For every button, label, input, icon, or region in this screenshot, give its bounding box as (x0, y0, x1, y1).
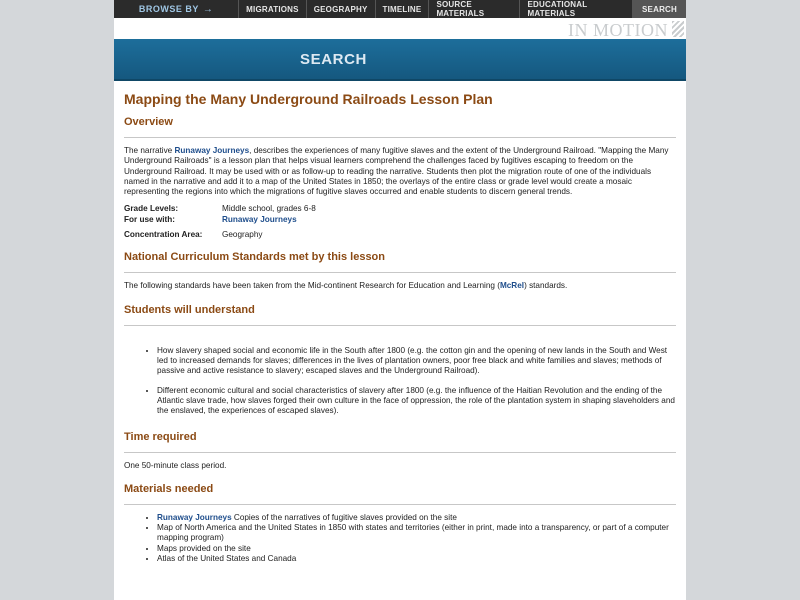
lesson-meta-table (124, 203, 316, 240)
concentration-area-value: Geography (222, 230, 263, 240)
standards-text-post: ) standards. (524, 281, 568, 291)
mcrel-link[interactable]: McRel (499, 281, 525, 291)
divider (124, 504, 676, 505)
browse-by-label (114, 0, 238, 18)
page-title: Mapping the Many Underground Railroads Lesson Plan (124, 91, 493, 107)
for-use-with-link[interactable]: Runaway Journeys (222, 215, 297, 225)
brand-stripes-icon (672, 21, 684, 37)
overview-text-pre: The narrative (124, 146, 175, 155)
standards-text-pre: The following standards have been taken from the Mid-continent Research for Education and Learning ( (124, 281, 500, 291)
divider (124, 325, 676, 326)
materials-heading: Materials needed (124, 482, 214, 495)
brand-strip (114, 18, 686, 39)
nav-migrations[interactable]: MIGRATIONS (238, 0, 306, 18)
understand-list (124, 346, 676, 417)
understand-heading: Students will understand (124, 303, 255, 316)
time-heading: Time required (124, 430, 197, 443)
nav-search[interactable]: SEARCH (632, 0, 686, 18)
list-item: • Map of North America and the United States in 1850 with states and territories (either in print, made into a transparency, or part of a computer mapping program) (157, 523, 676, 544)
overview-text (124, 146, 676, 197)
banner-title: SEARCH (300, 50, 367, 68)
list-item: • Atlas of the United States and Canada (157, 554, 676, 564)
section-banner (114, 39, 686, 81)
for-use-with-label: For use with: (124, 215, 175, 225)
main-content (114, 81, 686, 564)
arrow-right-icon: → (202, 3, 214, 15)
list-item: • Different economic cultural and social characteristics of slavery after 1800 (e.g. the influence of the Haitian Revolution and the ending of the Atlantic slave trade, how slaves forged their own culture in the face of oppression, the role of the plantation system in shaping slaveholders and the enslaved, the experiences of escaped slaves). (157, 386, 676, 417)
nav-source-materials[interactable]: SOURCE MATERIALS (428, 0, 519, 18)
divider (124, 137, 676, 138)
materials-first-text: Copies of the narratives of fugitive slaves provided on the site (231, 512, 457, 522)
nav-educational-materials[interactable]: EDUCATIONAL MATERIALS (519, 0, 632, 18)
list-item: • How slavery shaped social and economic life in the South after 1800 (e.g. the cotton gin and the opening of new lands in the South and West led to increased demands for slaves; differences in the lives of plantation owners, poor free black and white families and slaves; methods of passive and active resistance to slavery; escaped slaves and the Underground Railroad). (157, 346, 676, 377)
overview-text-post: , describes the experiences of many fugitive slaves and the extent of the Underground Railroad. "Mapping the Many Underground Railroads" is a lesson plan that helps visual learners comprehend the challenges faced by fugitives escaping to freedom on the Underground Railroad. It may be used with or as follow-up to reading the narrative. Students then plot the migration route of one of the individuals named in the narrative and add it to a map of the United States in 1850; the overlays of the entire class or grade level would create a mosaic representing the regions into which the migrations of fugitive slaves occurred and enable students to discern general trends. (124, 146, 669, 197)
standards-heading: National Curriculum Standards met by this lesson (124, 251, 385, 264)
page-frame (114, 0, 686, 600)
nav-timeline[interactable]: TIMELINE (375, 0, 429, 18)
meta-row-grade (124, 203, 316, 214)
grade-levels-value: Middle school, grades 6-8 (222, 204, 316, 214)
browse-by-text: BROWSE BY (138, 4, 199, 14)
divider (124, 272, 676, 273)
standards-text (124, 281, 676, 291)
concentration-area-label: Concentration Area: (124, 230, 203, 240)
meta-row-area (124, 229, 316, 240)
runaway-journeys-link[interactable]: Runaway Journeys (174, 146, 250, 155)
time-text: One 50-minute class period. (124, 460, 227, 470)
list-item: • Maps provided on the site (157, 544, 676, 554)
list-item (157, 513, 676, 523)
divider (124, 452, 676, 453)
materials-list (124, 513, 676, 564)
top-navigation (114, 0, 686, 18)
grade-levels-label: Grade Levels: (124, 204, 179, 214)
overview-heading: Overview (124, 116, 173, 128)
brand-logo-text[interactable]: IN MOTION (568, 20, 668, 40)
nav-geography[interactable]: GEOGRAPHY (306, 0, 375, 18)
meta-row-use (124, 214, 316, 225)
materials-runaway-journeys-link[interactable]: Runaway Journeys (157, 512, 232, 522)
